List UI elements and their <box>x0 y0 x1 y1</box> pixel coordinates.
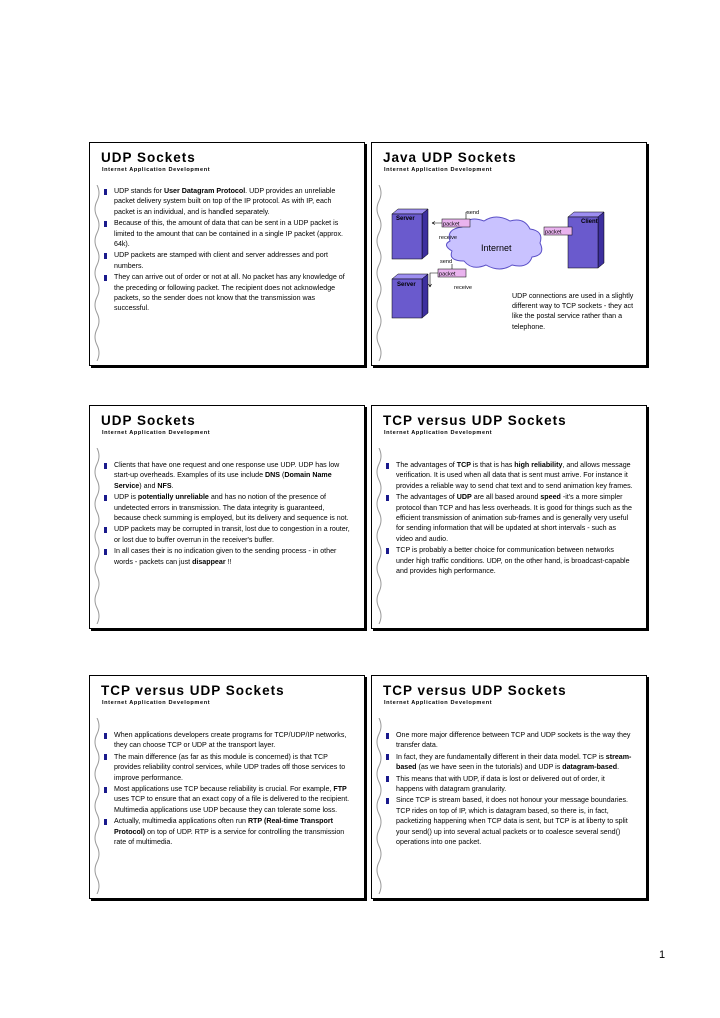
server-label: Server <box>397 282 416 288</box>
send-label: send <box>467 210 480 216</box>
slide-subtitle: Internet Application Development <box>384 430 493 436</box>
bullet-text: Clients that have one request and one response use UDP. UDP has low start-up overheads. Examples of its use include <box>114 461 340 480</box>
bold-text: stream-based <box>396 752 632 772</box>
bullet-list <box>90 730 364 848</box>
server-box-top <box>392 209 428 259</box>
bullet-text: ( <box>280 471 285 480</box>
bold-text: high reliability <box>514 461 563 469</box>
bullet-text: -it's a more simpler protocol than TCP and has less overheads. It is good for things such as the efficient transmission of animation sub-frames and is generally very useful for sending information that will be updated at short intervals - such as video and audio. <box>396 493 632 543</box>
bullet-text: The main difference (as far as this module is concerned) is that TCP provides reliability control services, while UDP trades off those services to improve performance. <box>114 752 346 782</box>
bold-text: TCP <box>456 461 471 469</box>
bullet-text: uses TCP to ensure that an exact copy of a file is delivered to the recipient. Multimedia applications use UDP because they can tolerate some loss. <box>114 795 350 814</box>
page-number: 1 <box>659 949 666 961</box>
slide-subtitle: Internet Application Development <box>102 700 211 706</box>
slide-udp-sockets-1 <box>89 142 365 366</box>
bullet-item <box>104 784 352 815</box>
bold-text: NFS <box>157 481 172 490</box>
bullet-text: !! <box>225 557 232 566</box>
bullet-item <box>104 524 352 545</box>
bullet-text: UDP packets may be corrupted in transit, lost due to congestion in a router, or lost due to buffer overrun in the receiver's buffer. <box>114 525 350 544</box>
bullet-text: are all based around <box>471 493 541 502</box>
slide-title: TCP versus UDP Sockets <box>383 683 567 698</box>
bold-text: User Datagram Protocol <box>163 187 246 195</box>
bold-text: speed <box>540 493 561 502</box>
arrow-icon <box>429 273 439 287</box>
bullet-text: is that is has <box>470 461 515 469</box>
bold-text: RTP (Real-time Transport Protocol) <box>114 817 333 836</box>
bullet-item <box>386 460 634 491</box>
slide-title: UDP Sockets <box>101 413 196 428</box>
slide-subtitle: Internet Application Development <box>102 167 211 173</box>
bullet-text: In fact, they are fundamentally different in their data model. TCP is <box>396 752 606 761</box>
packet-label: packet <box>545 229 562 236</box>
bullet-list <box>372 460 646 577</box>
bullet-text: (as we have seen in the tutorials) and UDP is <box>416 763 563 772</box>
bold-text: Domain Name Service <box>114 471 332 490</box>
bullet-list <box>90 460 364 568</box>
send-label: send <box>440 259 453 265</box>
bullet-item <box>104 492 352 523</box>
bullet-text: and has no notion of the presence of undetected errors in transmission. The data integrity is guaranteed, because check summing is employed, but its delivery and sequence is not. <box>114 493 349 523</box>
bullet-text: This means that with UDP, if data is lost or delivered out of order, it happens with datagram granularity. <box>396 774 605 794</box>
bullet-text: . UDP provides an unreliable packet delivery system built on top of the IP protocol. As with IP, each packet is an individual, and is handled separately. <box>114 187 336 216</box>
server-label: Server <box>396 216 415 222</box>
bullet-text: The advantages of <box>396 461 457 469</box>
bullet-item <box>104 730 352 751</box>
bullet-item <box>386 774 634 795</box>
bullet-item <box>104 186 352 217</box>
bullet-text: Because of this, the amount of data that can be sent in a UDP packet is limited to the amount that can be contained in a single IP packet (approx. 64k). <box>114 219 343 249</box>
receive-label: receive <box>454 285 473 291</box>
bullet-text: Actually, multimedia applications often run <box>114 817 248 826</box>
bullet-text: UDP is <box>114 493 138 502</box>
bullet-item <box>104 218 352 249</box>
slide-tcp-vs-udp-3 <box>371 675 647 899</box>
bullet-item <box>386 752 634 773</box>
slide-title: UDP Sockets <box>101 150 196 165</box>
server-box-bottom <box>392 274 428 318</box>
slide-subtitle: Internet Application Development <box>384 700 493 706</box>
bullet-item <box>104 250 352 271</box>
bold-text: datagram-based <box>562 763 618 772</box>
bullet-text: The advantages of <box>396 493 457 502</box>
slide-title: Java UDP Sockets <box>383 150 517 165</box>
bullet-text: UDP packets are stamped with client and server addresses and port numbers. <box>114 251 328 270</box>
bullet-item <box>104 816 352 847</box>
bullet-text: , and allows message verification. It is used when all data that is sent must arrive. For instance it provides a reliable way to send chat text and to send animation key frames. <box>396 461 633 490</box>
client-box <box>568 212 604 268</box>
bullet-text: TCP is probably a better choice for communication between networks under high traffic conditions. UDP, on the other hand, is broadcast-capable and provides high performance. <box>396 546 630 576</box>
bullet-text: Since TCP is stream based, it does not honour your message boundaries. TCP rides on top of IP, which is datagram based, so there is, in fact, packetizing happening when TCP data is sent, but TCP is at liberty to split your send() up into several actual packets or to coalesce several send() operations into one packet. <box>396 796 628 847</box>
bullet-text: UDP stands for <box>114 187 164 195</box>
packet-label: packet <box>443 221 460 228</box>
bullet-text: ) and <box>139 481 158 490</box>
bullet-list <box>372 730 646 848</box>
bold-text: FTP <box>333 785 347 794</box>
slide-udp-sockets-2 <box>89 405 365 629</box>
bullet-text: . <box>617 763 620 772</box>
bullet-item <box>386 492 634 544</box>
diagram-caption: UDP connections are used in a slightly different way to TCP sockets - they act like the postal service rather than a telephone. <box>512 292 634 331</box>
slide-tcp-vs-udp-1 <box>371 405 647 629</box>
bullet-text: When applications developers create programs for TCP/UDP/IP networks, they can choose TCP or UDP at the transport layer. <box>114 731 347 750</box>
bullet-item <box>104 546 352 567</box>
bold-text: disappear <box>192 557 226 566</box>
slide-title: TCP versus UDP Sockets <box>383 413 567 428</box>
slide-tcp-vs-udp-2 <box>89 675 365 899</box>
packet-label: packet <box>439 271 456 278</box>
bold-text: potentially unreliable <box>137 493 209 502</box>
cloud-label: Internet <box>481 243 512 253</box>
bullet-item <box>386 545 634 576</box>
bullet-text: on top of UDP. RTP is a service for controlling the transmission rate of multimedia. <box>114 827 345 847</box>
slide-subtitle: Internet Application Development <box>384 167 493 173</box>
bullet-item <box>104 752 352 783</box>
bullet-text: Most applications use TCP because reliability is crucial. For example, <box>114 785 334 794</box>
slide-java-udp-sockets <box>371 142 647 366</box>
bullet-text: One more major difference between TCP and UDP sockets is the way they transfer data. <box>396 731 631 750</box>
bullet-item <box>386 730 634 751</box>
arrow-icon <box>432 222 442 225</box>
udp-diagram <box>372 183 646 365</box>
bold-text: UDP <box>456 493 472 502</box>
slide-title: TCP versus UDP Sockets <box>101 683 285 698</box>
bullet-item <box>386 795 634 847</box>
bold-text: DNS <box>265 471 281 480</box>
client-label: Client <box>581 219 598 225</box>
bullet-text: In all cases their is no indication given to the sending process - in other words - packets can just <box>114 547 337 566</box>
bullet-list <box>90 186 364 315</box>
bullet-text: . <box>171 481 174 490</box>
bullet-item <box>104 272 352 314</box>
receive-label: receive <box>439 235 458 241</box>
bullet-text: They can arrive out of order or not at all. No packet has any knowledge of the preceding or following packet. The recipient does not acknowledge packets, so the sender does not know that the transmission was successful. <box>114 273 345 313</box>
slide-subtitle: Internet Application Development <box>102 430 211 436</box>
bullet-item <box>104 460 352 491</box>
